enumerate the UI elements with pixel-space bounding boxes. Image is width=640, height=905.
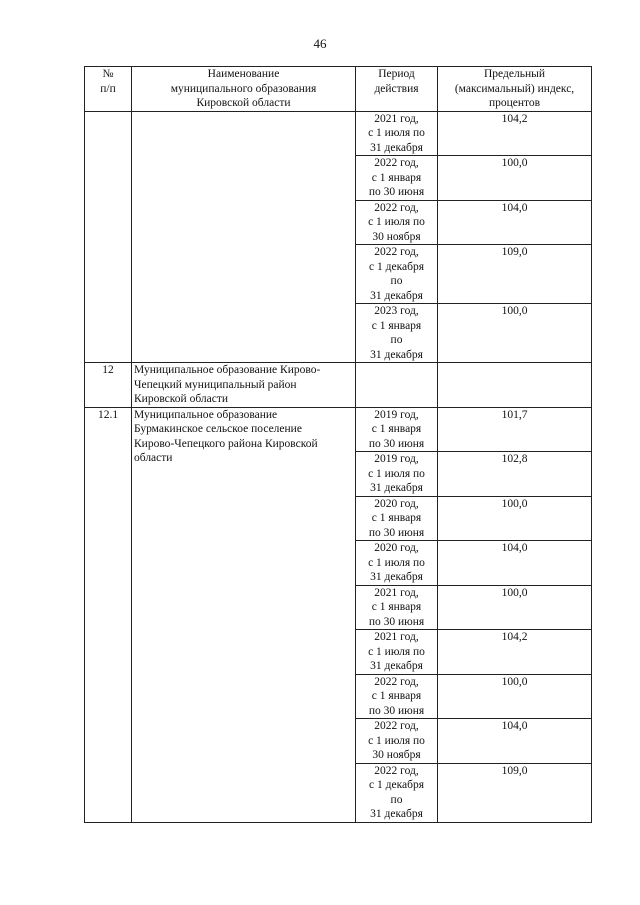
period-line: с 1 января [371,512,422,524]
period-line: с 1 января [371,171,422,184]
index-cell: 100,0 [438,304,592,363]
header-name-line: муниципального образования [170,82,317,95]
period-cell [356,304,438,363]
period-cell [356,674,438,719]
period-line: с 1 января [371,601,422,613]
index-cell [438,363,592,408]
period-line: по [390,334,403,346]
period-cell [356,763,438,822]
table-body [85,111,592,822]
index-cell: 109,0 [438,245,592,304]
municipality-name-line: Муниципальное образование [134,408,278,421]
header-num-line: п/п [100,82,116,95]
index-cell: 102,8 [438,452,592,497]
period-line: 2020 год, [374,542,419,554]
period-line: 2020 год, [374,497,419,510]
period-line: по [390,275,403,287]
row-number-cell: 12.1 [85,407,132,822]
index-cell: 109,0 [438,763,592,822]
header-index-line: процентов [488,97,541,109]
period-cell [356,156,438,201]
index-cell: 104,0 [438,541,592,586]
period-cell [356,496,438,541]
municipality-name-line: области [134,452,173,464]
period-line: по 30 июня [368,437,425,450]
period-line: 31 декабря [370,482,423,494]
period-cell [356,407,438,452]
period-line: с 1 июля по [368,734,425,747]
header-index-line: Предельный [484,68,545,80]
period-line: 2022 год, [374,157,419,169]
period-line: 30 ноября [372,749,421,761]
municipality-name-cell [132,111,356,363]
index-cell: 100,0 [438,585,592,630]
header-index-line: (максимальный) индекс, [454,82,575,95]
header-period-line: действия [374,82,419,95]
municipality-name-line: Кировской области [134,393,229,405]
period-line: с 1 июля по [368,645,425,658]
period-line: 2022 год, [374,675,419,688]
table-row [85,407,592,452]
municipality-name-line: Кирово-Чепецкого района Кировской [134,437,318,450]
period-line: по [390,793,403,806]
period-line: 2019 год, [374,408,419,421]
period-cell [356,630,438,675]
period-line: 31 декабря [370,808,423,820]
index-cell: 101,7 [438,407,592,452]
index-cell: 104,0 [438,200,592,245]
index-cell: 100,0 [438,674,592,719]
period-line: с 1 января [371,423,422,435]
period-line: по 30 июня [368,615,425,628]
header-index [438,67,592,112]
period-line: 2021 год, [374,586,419,599]
header-name-line: Кировской области [196,97,291,109]
period-line: 2022 год, [374,201,419,214]
index-cell: 100,0 [438,496,592,541]
period-cell [356,245,438,304]
period-cell [356,719,438,764]
period-cell [356,200,438,245]
period-line: с 1 января [371,319,422,332]
period-line: 31 декабря [370,571,423,583]
period-line: 2019 год, [374,453,419,465]
tariff-index-table [84,66,592,823]
municipality-name-line: Чепецкий муниципальный район [134,378,297,391]
header-name-line: Наименование [207,68,280,80]
period-line: с 1 декабря [369,779,424,791]
period-line: 31 декабря [370,660,423,672]
period-line: 31 декабря [370,289,423,302]
index-cell: 104,2 [438,630,592,675]
period-line: с 1 декабря [369,260,424,273]
index-cell: 100,0 [438,156,592,201]
period-cell [356,363,438,408]
period-cell [356,585,438,630]
period-cell [356,452,438,497]
period-line: с 1 января [371,690,422,702]
period-line: по 30 июня [368,186,425,198]
row-number-cell [85,111,132,363]
header-num [85,67,132,112]
table-row [85,111,592,156]
table-row [85,363,592,408]
header-period-line: Период [378,68,415,80]
period-line: 2022 год, [374,764,419,777]
row-number-cell: 12 [85,363,132,408]
header-period [356,67,438,112]
municipality-name-cell [132,363,356,408]
period-line: 2021 год, [374,631,419,643]
table-header-row [85,67,592,112]
period-line: 2023 год, [374,305,419,317]
header-name [132,67,356,112]
municipality-name-line: Муниципальное образование Кирово- [134,364,321,376]
period-line: по 30 июня [368,704,425,717]
header-num-line: № [102,68,114,80]
period-line: с 1 июля по [368,467,425,480]
period-line: 2022 год, [374,720,419,732]
period-cell [356,541,438,586]
period-line: 31 декабря [370,348,423,361]
period-line: 31 декабря [370,141,423,154]
period-line: с 1 июля по [368,556,425,569]
period-line: по 30 июня [368,526,425,539]
index-cell: 104,2 [438,111,592,156]
page-number: 46 [313,36,327,51]
index-cell: 104,0 [438,719,592,764]
municipality-name-line: Бурмакинское сельское поселение [134,423,302,435]
period-line: 2022 год, [374,246,419,258]
period-line: 2021 год, [374,112,419,125]
period-cell [356,111,438,156]
period-line: с 1 июля по [368,127,425,139]
municipality-name-cell [132,407,356,822]
period-line: 30 ноября [372,230,421,243]
period-line: с 1 июля по [368,216,425,228]
